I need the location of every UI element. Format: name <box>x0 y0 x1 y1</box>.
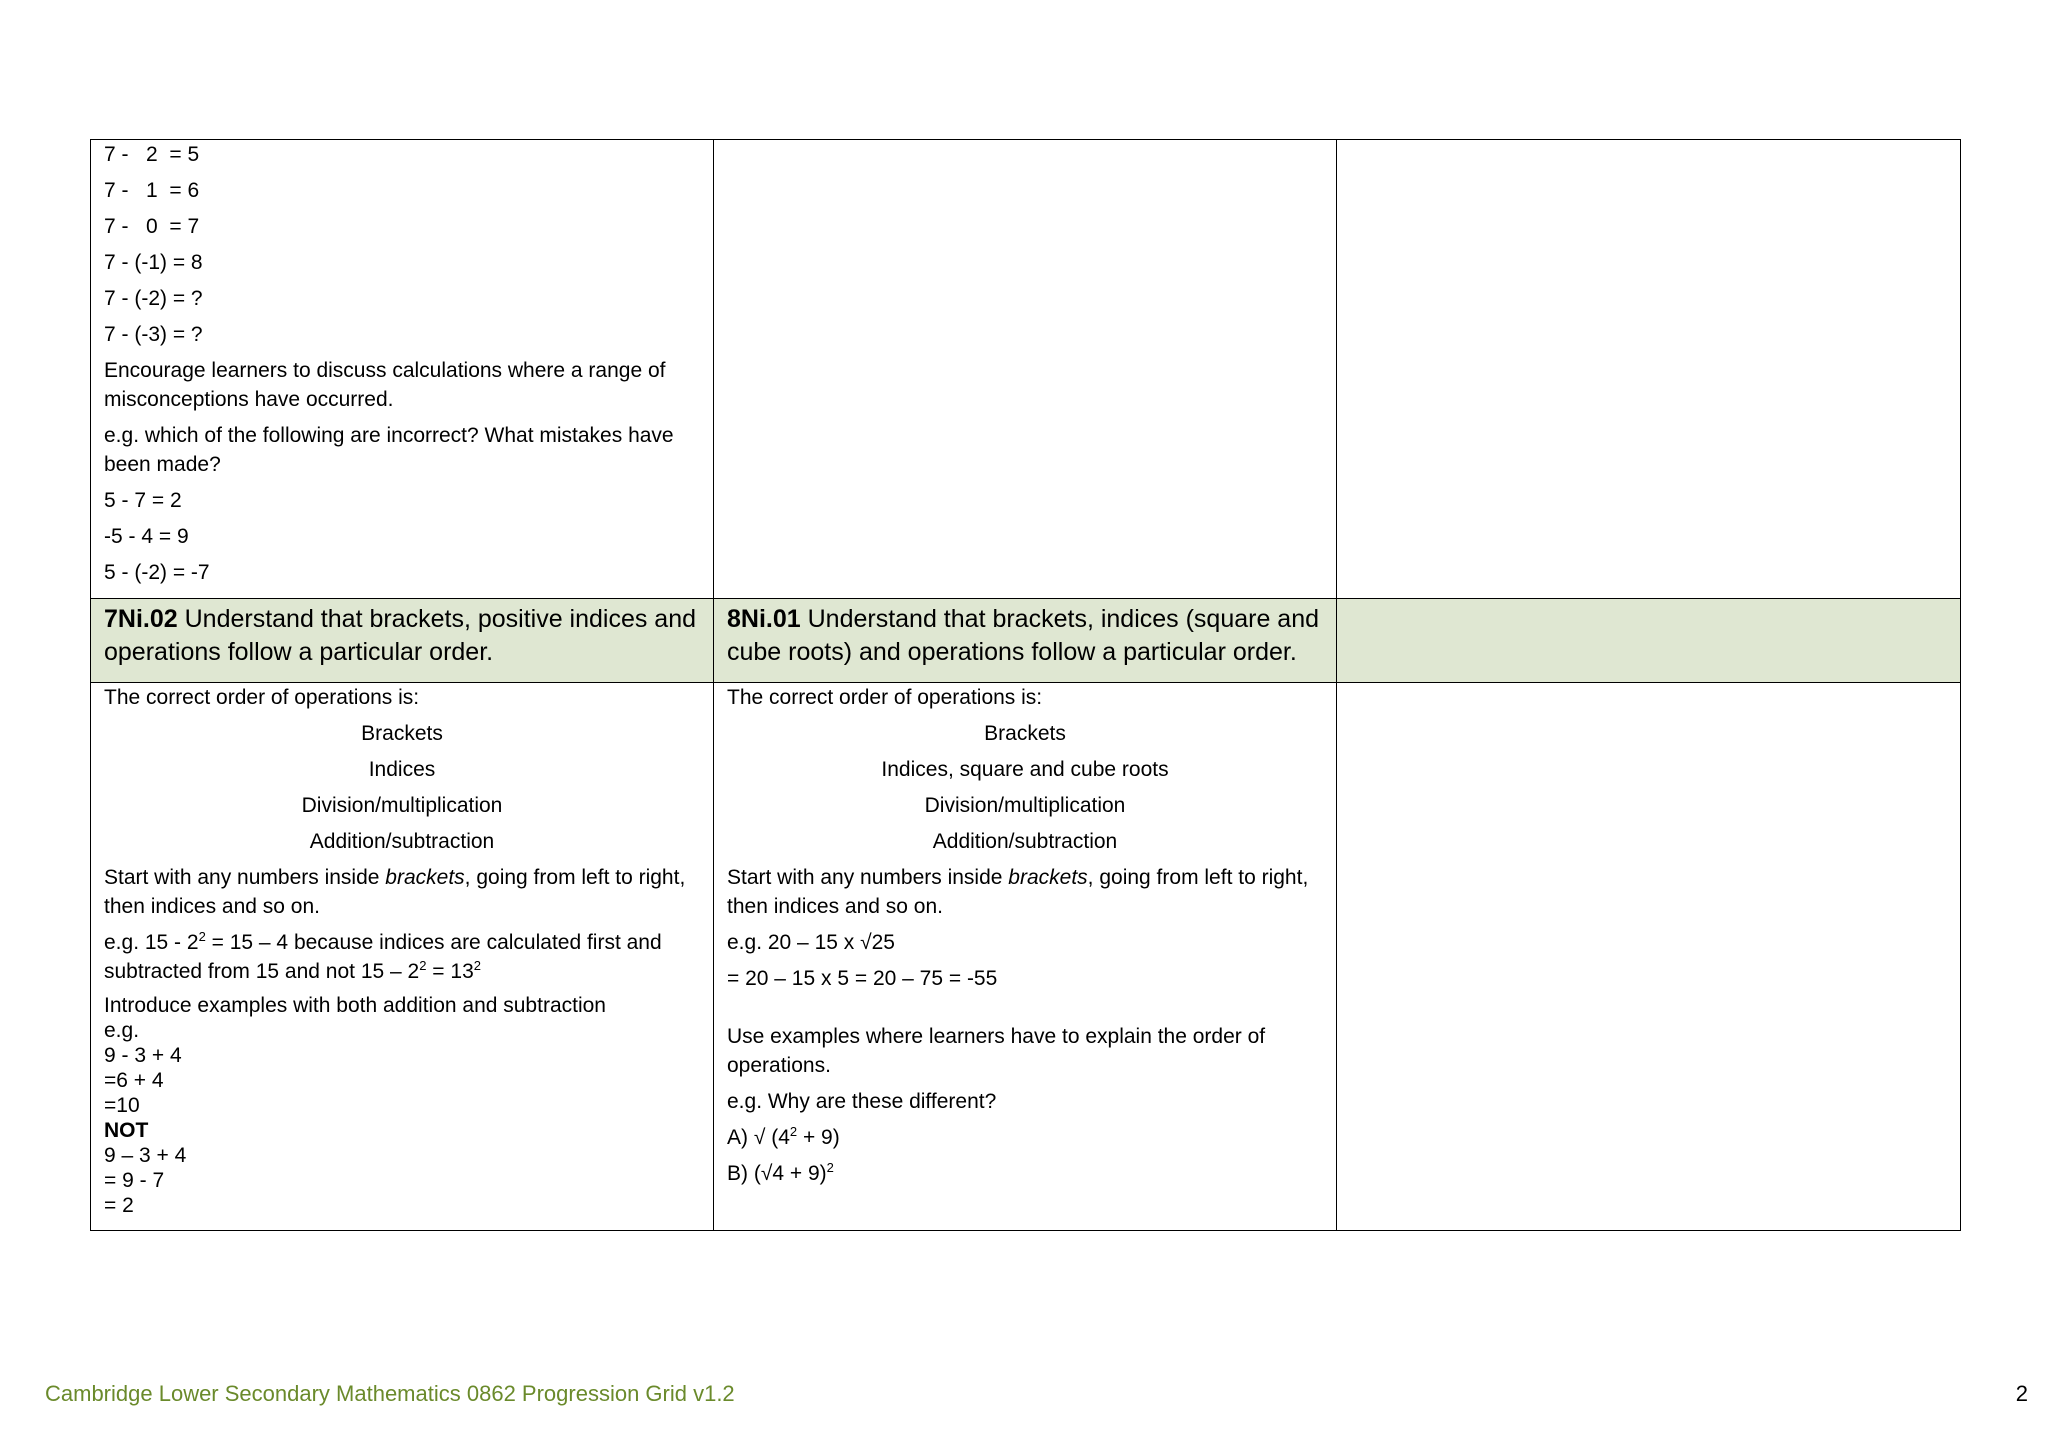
stage8-guidance-cell <box>714 140 1337 599</box>
stage7-objective-cell <box>91 599 714 683</box>
question-paragraph: e.g. which of the following are incorrect? What mistakes have been made? <box>104 424 674 476</box>
calc-line: 7 - (-2) = ? <box>104 287 203 310</box>
calc-line: 7 - 1 = 6 <box>104 179 200 202</box>
explain-paragraph: Use examples where learners have to explain the order of operations. <box>727 1025 1266 1077</box>
stage7-guidance-cell <box>91 140 714 599</box>
stage8-objective-cell <box>714 599 1337 683</box>
step-line: 9 - 3 + 4 <box>104 1044 182 1067</box>
table-row <box>91 683 1961 1231</box>
step-line: =6 + 4 <box>104 1069 164 1092</box>
order-item: Addition/subtraction <box>309 830 495 853</box>
stage9-guidance-cell <box>1337 140 1961 599</box>
order-item: Addition/subtraction <box>932 830 1118 853</box>
option-a: A) √ $(4^2 + 9)$ <box>727 1124 840 1149</box>
objective-code: 8Ni.01 <box>727 605 801 633</box>
calc-line: 7 - 2 = 5 <box>104 143 200 166</box>
example-paragraph: e.g. $15 - 2^2 = 15 - 4$ because indices are calculated first and subtracted from 15 and not $15 - 2^2 = 13^2$ <box>104 929 662 983</box>
intro-text: The correct order of operations is: <box>727 686 1043 709</box>
stage9-order-cell <box>1337 683 1961 1231</box>
stage9-objective-cell <box>1337 599 1961 683</box>
step-line: =10 <box>104 1094 140 1117</box>
not-label: NOT <box>104 1119 149 1142</box>
table-row <box>91 140 1961 599</box>
calc-line: 7 - (-1) = 8 <box>104 251 203 274</box>
objective-text: Understand that brackets, indices (square and cube roots) and operations follow a particular order. <box>727 605 1320 666</box>
option-b: B) $(√4 + 9)^2$ <box>727 1160 834 1185</box>
order-item: Division/multiplication <box>301 794 503 817</box>
example-line: 5 - (-2) = -7 <box>104 561 210 584</box>
footer-title: Cambridge Lower Secondary Mathematics 0862 Progression Grid v1.2 <box>45 1381 735 1406</box>
step-line: 9 – 3 + 4 <box>104 1144 187 1167</box>
objective-text: Understand that brackets, positive indices and operations follow a particular order. <box>104 605 697 666</box>
order-item: Indices, square and cube roots <box>881 758 1169 781</box>
calc-line: 7 - (-3) = ? <box>104 323 203 346</box>
calc-line: 7 - 0 = 7 <box>104 215 200 238</box>
why-question: e.g. Why are these different? <box>727 1090 997 1113</box>
example-line: -5 - 4 = 9 <box>104 525 189 548</box>
stage8-order-cell <box>714 683 1337 1231</box>
objective-row <box>91 599 1961 683</box>
objective-code: 7Ni.02 <box>104 605 178 633</box>
order-item: Brackets <box>984 722 1066 745</box>
intro-text: The correct order of operations is: <box>104 686 420 709</box>
order-item: Division/multiplication <box>924 794 1126 817</box>
example-line: e.g. 20 – 15 x √25 <box>727 931 895 954</box>
start-paragraph: Start with any numbers inside brackets, going from left to right, then indices and so on. <box>104 866 686 918</box>
page-number: 2 <box>2015 1381 2028 1406</box>
order-item: Indices <box>368 758 436 781</box>
introduce-text: Introduce examples with both addition and subtraction <box>104 994 606 1017</box>
step-line: = 2 <box>104 1194 134 1217</box>
example-line: 5 - 7 = 2 <box>104 489 182 512</box>
spacer <box>727 1000 1323 1022</box>
discuss-paragraph: Encourage learners to discuss calculations where a range of misconceptions have occurred. <box>104 359 666 411</box>
step-line: = 9 - 7 <box>104 1169 165 1192</box>
progression-grid-table <box>90 139 1961 1231</box>
stage7-order-cell <box>91 683 714 1231</box>
example-line: = 20 – 15 x 5 = 20 – 75 = -55 <box>727 967 998 990</box>
order-item: Brackets <box>361 722 443 745</box>
step-line: e.g. <box>104 1019 140 1042</box>
start-paragraph: Start with any numbers inside brackets, going from left to right, then indices and so on. <box>727 866 1309 918</box>
